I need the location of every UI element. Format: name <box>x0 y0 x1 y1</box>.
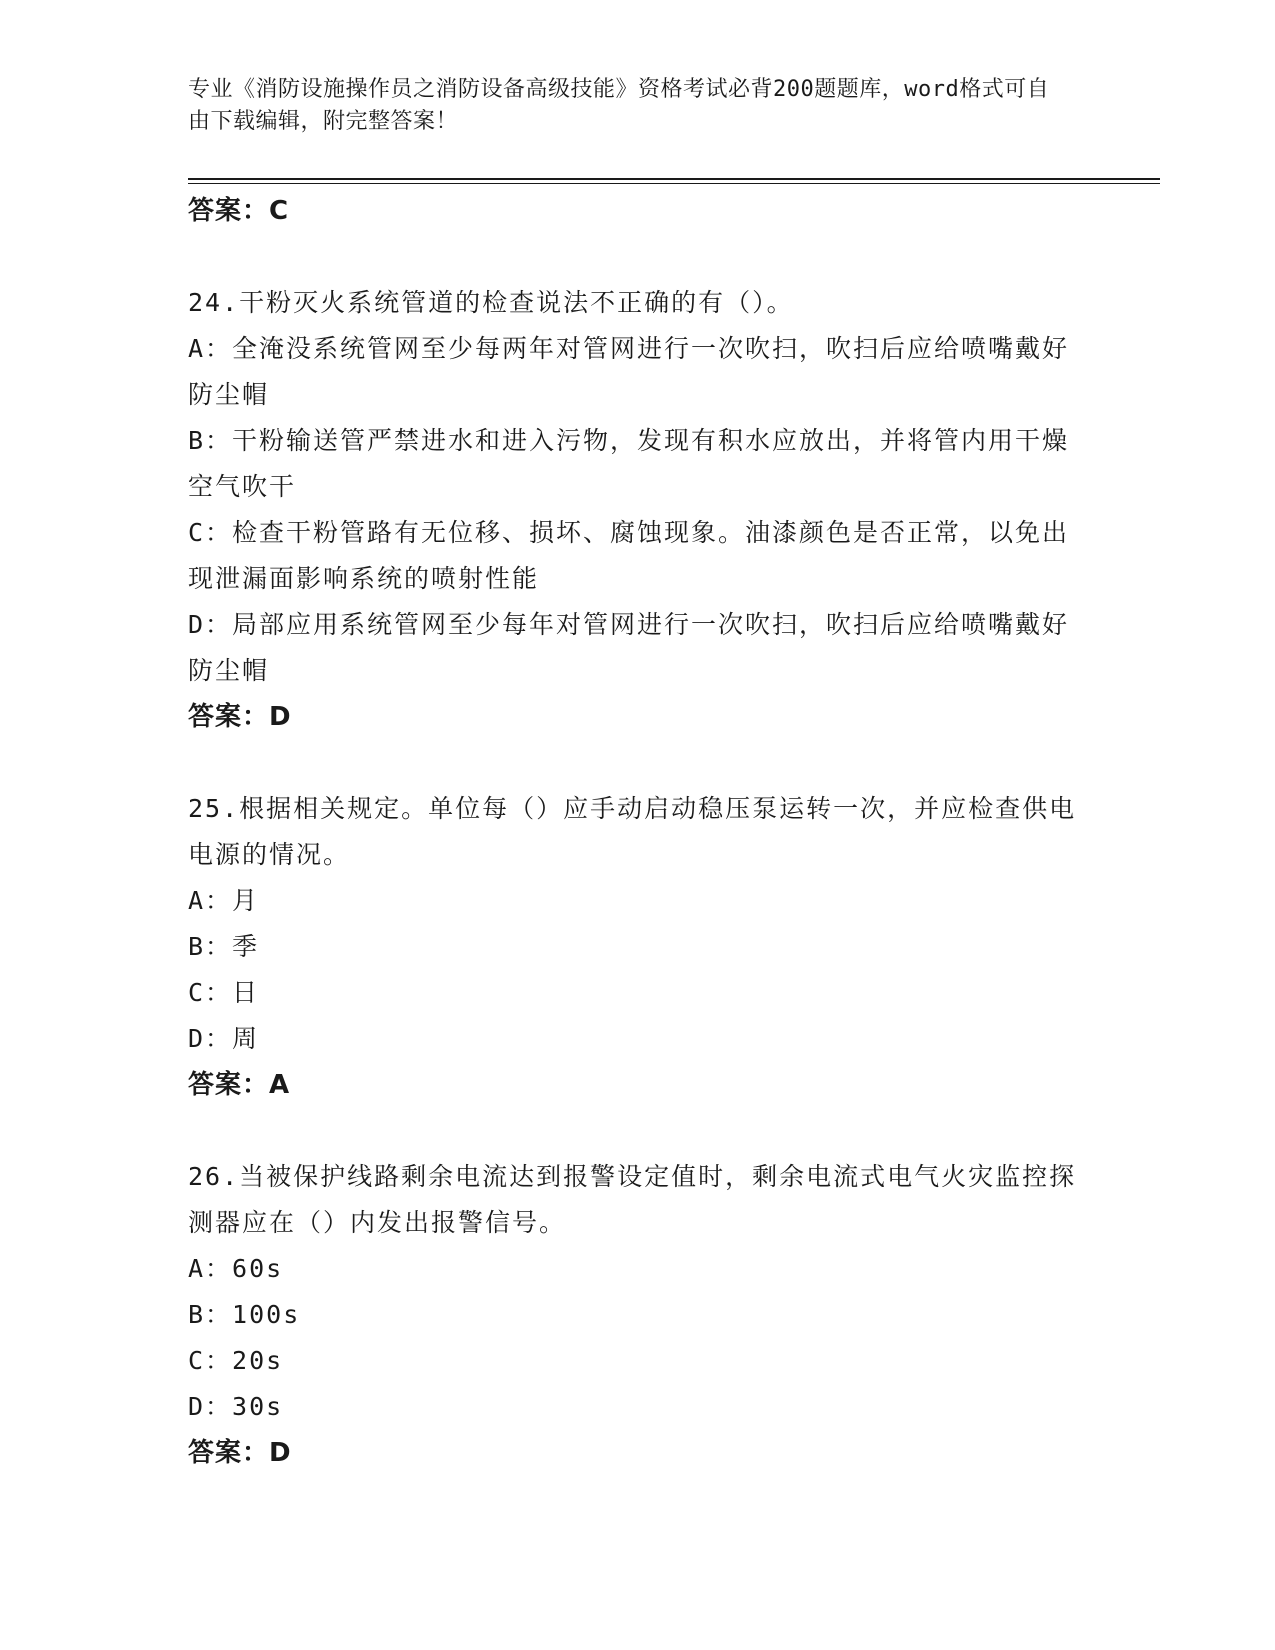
option-a: A：全淹没系统管网至少每两年对管网进行一次吹扫，吹扫后应给喷嘴戴好防尘帽 <box>188 334 1070 409</box>
question-list <box>188 188 1088 1476</box>
option-b: B：季 <box>188 932 260 961</box>
option-b: B：100s <box>188 1300 301 1329</box>
question-stem: 25.根据相关规定。单位每（）应手动启动稳压泵运转一次，并应检查供电电源的情况。 <box>188 794 1077 869</box>
question-stem: 26.当被保护线路剩余电流达到报警设定值时，剩余电流式电气火灾监控探测器应在（）内发出报警信号。 <box>188 1162 1077 1237</box>
document-header <box>188 74 1068 138</box>
header-divider-thick <box>188 178 1160 180</box>
option-a: A：60s <box>188 1254 284 1283</box>
question-stem: 24.干粉灭火系统管道的检查说法不正确的有（）。 <box>188 288 794 317</box>
option-d: D：30s <box>188 1392 284 1421</box>
header-divider-thin <box>188 183 1160 184</box>
answer: 答案：D <box>188 1438 292 1468</box>
option-c: C：日 <box>188 978 260 1007</box>
option-b: B：干粉输送管严禁进水和进入污物，发现有积水应放出，并将管内用干燥空气吹干 <box>188 426 1070 501</box>
option-d: D：局部应用系统管网至少每年对管网进行一次吹扫，吹扫后应给喷嘴戴好防尘帽 <box>188 610 1070 685</box>
answer: 答案：A <box>188 1070 291 1100</box>
option-a: A：月 <box>188 886 260 915</box>
question-26 <box>188 1154 1088 1476</box>
answer: 答案：D <box>188 702 292 732</box>
option-d: D：周 <box>188 1024 260 1053</box>
option-c: C：20s <box>188 1346 284 1375</box>
header-title: 专业《消防设施操作员之消防设备高级技能》资格考试必背200题题库，word格式可自由下载编辑，附完整答案！ <box>188 77 1050 134</box>
question-25 <box>188 786 1088 1108</box>
option-c: C：检查干粉管路有无位移、损坏、腐蚀现象。油漆颜色是否正常，以免出现泄漏面影响系统的喷射性能 <box>188 518 1070 593</box>
previous-answer: 答案：C <box>188 196 290 226</box>
question-24 <box>188 280 1088 740</box>
